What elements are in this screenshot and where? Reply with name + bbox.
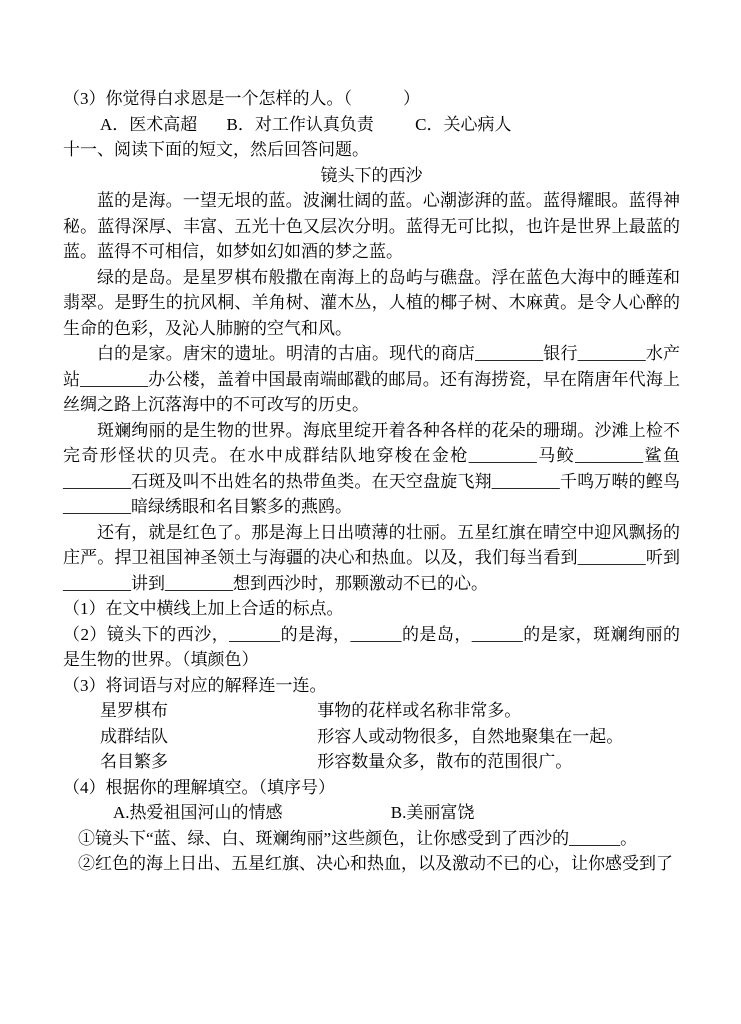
passage-title: 镜头下的西沙 (320, 165, 423, 185)
q4-option-a: A.热爱祖国河山的情感 (113, 803, 283, 822)
q4-option-b: B.美丽富饶 (390, 803, 475, 822)
match-word-2: 成群结队 (100, 726, 168, 746)
sub-question-2: （2）镜头下的西沙，______的是海，______的是岛，______的是家，斑斓绚丽的是生物的世界。（填颜色） (63, 624, 680, 669)
sub-question-3: （3）将词语与对应的解释连一连。 (63, 675, 327, 695)
passage-paragraph-red: 还有，就是红色了。那是海上日出喷薄的壮丽。五星红旗在晴空中迎风飘扬的庄严。捍卫祖国神圣领土与海疆的决心和热血。以及，我们每当看到________听到________讲到________想到西沙时，那颗激动不已的心。 (63, 522, 680, 593)
match-word-1: 星罗棋布 (100, 701, 168, 720)
sub-question-4: （4）根据你的理解填空。（填序号） (63, 777, 335, 797)
sub-question-1: （1）在文中横线上加上合适的标点。 (63, 599, 344, 618)
q4-sub-item-2: ②红色的海上日出、五星红旗、决心和热血，以及激动不已的心，让你感受到了 (78, 854, 673, 873)
match-definition-3: 形容数量众多，散布的范围很广。 (317, 752, 573, 771)
q4-sub-item-1: ①镜头下“蓝、绿、白、斑斓绚丽”这些颜色，让你感受到了西沙的______。 (78, 828, 638, 848)
option-b: B．对工作认真负责 (226, 114, 374, 134)
match-row-3 (63, 749, 680, 775)
match-word-3: 名目繁多 (100, 752, 168, 771)
option-c: C．关心病人 (415, 114, 512, 134)
section-11-heading: 十一、阅读下面的短文，然后回答问题。 (63, 140, 369, 159)
match-definition-1: 事物的花样或名称非常多。 (317, 701, 522, 720)
match-row-1 (63, 698, 680, 724)
question-3-options (63, 112, 680, 138)
question-4-options (63, 800, 680, 826)
passage-paragraph-green: 绿的是岛。是星罗棋布般撒在南海上的岛屿与礁盘。浮在蓝色大海中的睡莲和翡翠。是野生的抗风桐、羊角树、灌木丛，人植的椰子树、木麻黄。是令人心醉的生命的色彩，及沁人肺腑的空气和风。 (63, 267, 680, 338)
passage-paragraph-colorful: 斑斓绚丽的是生物的世界。海底里绽开着各种各样的花朵的珊瑚。沙滩上检不完奇形怪状的贝壳。在水中成群结队地穿梭在金枪________马鲛________鲨鱼________石斑及叫不出姓名的热带鱼类。在天空盘旋飞翔________千鸣万啭的鲣鸟________暗绿绣眼和名目繁多的燕鸥。 (63, 420, 680, 516)
passage-paragraph-white: 白的是家。唐宋的遗址。明清的古庙。现代的商店________银行________水产站________办公楼，盖着中国最南端邮戳的邮局。还有海捞瓷，早在隋唐年代海上丝绸之路上沉落海中的不可改写的历史。 (63, 344, 680, 414)
match-definition-2: 形容人或动物很多，自然地聚集在一起。 (317, 726, 624, 746)
passage-paragraph-blue: 蓝的是海。一望无垠的蓝。波澜壮阔的蓝。心潮澎湃的蓝。蓝得耀眼。蓝得神秘。蓝得深厚、丰富、五光十色又层次分明。蓝得无可比拟，也许是世界上最蓝的蓝。蓝得不可相信，如梦如幻如酒的梦之蓝。 (63, 191, 680, 261)
option-a: A．医术高超 (100, 114, 198, 134)
question-3-prompt: （3）你觉得白求恩是一个怎样的人。（ ） (63, 89, 420, 108)
match-row-2 (63, 724, 680, 750)
